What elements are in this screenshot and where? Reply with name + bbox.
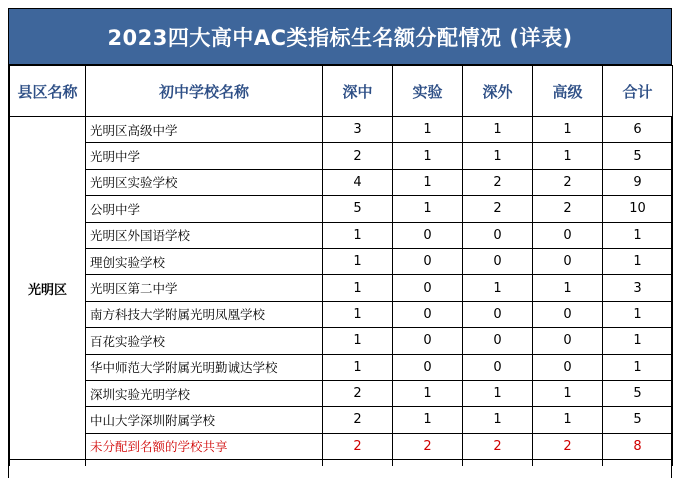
shenzhong-cell: 3 <box>323 117 393 143</box>
shenzhong-cell: 2 <box>323 407 393 433</box>
table-row <box>10 328 673 354</box>
empty-cell <box>10 460 86 466</box>
table-row <box>10 143 673 169</box>
empty-cell <box>86 460 323 466</box>
total-cell: 1 <box>603 222 673 248</box>
shared-school-cell: 未分配到名额的学校共享 <box>86 433 323 459</box>
shenwai-cell: 1 <box>463 407 533 433</box>
gaoji-cell: 0 <box>533 328 603 354</box>
table-row <box>10 248 673 274</box>
shared-shiyan-cell: 2 <box>393 433 463 459</box>
shenwai-cell: 0 <box>463 248 533 274</box>
shenzhong-cell: 1 <box>323 275 393 301</box>
total-cell: 5 <box>603 380 673 406</box>
table-row <box>10 117 673 143</box>
quota-table <box>9 65 673 466</box>
empty-cell <box>533 460 603 466</box>
school-name-cell: 百花实验学校 <box>86 328 323 354</box>
school-name-cell: 深圳实验光明学校 <box>86 380 323 406</box>
shenwai-cell: 0 <box>463 222 533 248</box>
shiyan-cell: 1 <box>393 143 463 169</box>
gaoji-cell: 0 <box>533 248 603 274</box>
school-name-cell: 光明区高级中学 <box>86 117 323 143</box>
shenwai-cell: 0 <box>463 301 533 327</box>
shenzhong-cell: 1 <box>323 354 393 380</box>
quota-sheet <box>8 8 672 478</box>
total-cell: 3 <box>603 275 673 301</box>
shenzhong-cell: 2 <box>323 380 393 406</box>
gaoji-cell: 1 <box>533 407 603 433</box>
shiyan-cell: 0 <box>393 301 463 327</box>
total-cell: 5 <box>603 143 673 169</box>
table-row <box>10 354 673 380</box>
school-name-cell: 华中师范大学附属光明勤诚达学校 <box>86 354 323 380</box>
gaoji-cell: 1 <box>533 143 603 169</box>
shenwai-cell: 2 <box>463 196 533 222</box>
school-name-cell: 光明区第二中学 <box>86 275 323 301</box>
gaoji-cell: 1 <box>533 275 603 301</box>
shenwai-cell: 1 <box>463 117 533 143</box>
school-name-cell: 中山大学深圳附属学校 <box>86 407 323 433</box>
total-cell: 1 <box>603 248 673 274</box>
shared-gaoji-cell: 2 <box>533 433 603 459</box>
gaoji-cell: 0 <box>533 354 603 380</box>
header-shiyan: 实验 <box>393 66 463 117</box>
total-cell: 10 <box>603 196 673 222</box>
table-row <box>10 275 673 301</box>
shiyan-cell: 1 <box>393 407 463 433</box>
district-cell: 光明区 <box>10 117 86 460</box>
gaoji-cell: 2 <box>533 196 603 222</box>
header-row <box>10 66 673 117</box>
total-cell: 6 <box>603 117 673 143</box>
shiyan-cell: 0 <box>393 222 463 248</box>
shiyan-cell: 0 <box>393 275 463 301</box>
shiyan-cell: 0 <box>393 328 463 354</box>
gaoji-cell: 2 <box>533 169 603 195</box>
total-cell: 5 <box>603 407 673 433</box>
shenwai-cell: 2 <box>463 169 533 195</box>
gaoji-cell: 0 <box>533 222 603 248</box>
total-cell: 9 <box>603 169 673 195</box>
shenzhong-cell: 4 <box>323 169 393 195</box>
empty-cell <box>463 460 533 466</box>
shared-shenzhong-cell: 2 <box>323 433 393 459</box>
header-gaoji: 高级 <box>533 66 603 117</box>
shiyan-cell: 1 <box>393 380 463 406</box>
school-name-cell: 公明中学 <box>86 196 323 222</box>
school-name-cell: 理创实验学校 <box>86 248 323 274</box>
table-row <box>10 380 673 406</box>
total-cell: 1 <box>603 354 673 380</box>
empty-cell <box>393 460 463 466</box>
header-shenwai: 深外 <box>463 66 533 117</box>
school-name-cell: 光明区外国语学校 <box>86 222 323 248</box>
empty-cell <box>603 460 673 466</box>
table-row <box>10 407 673 433</box>
shenzhong-cell: 1 <box>323 328 393 354</box>
total-cell: 1 <box>603 328 673 354</box>
table-row <box>10 301 673 327</box>
shiyan-cell: 0 <box>393 354 463 380</box>
shiyan-cell: 0 <box>393 248 463 274</box>
shenwai-cell: 0 <box>463 354 533 380</box>
gaoji-cell: 1 <box>533 117 603 143</box>
header-school: 初中学校名称 <box>86 66 323 117</box>
shenzhong-cell: 1 <box>323 248 393 274</box>
shenwai-cell: 1 <box>463 275 533 301</box>
shiyan-cell: 1 <box>393 117 463 143</box>
shenwai-cell: 1 <box>463 380 533 406</box>
shared-total-cell: 8 <box>603 433 673 459</box>
shenzhong-cell: 1 <box>323 301 393 327</box>
table-row <box>10 196 673 222</box>
school-name-cell: 南方科技大学附属光明凤凰学校 <box>86 301 323 327</box>
header-total: 合计 <box>603 66 673 117</box>
shenzhong-cell: 2 <box>323 143 393 169</box>
next-row-edge <box>10 460 673 466</box>
total-cell: 1 <box>603 301 673 327</box>
shenzhong-cell: 5 <box>323 196 393 222</box>
gaoji-cell: 0 <box>533 301 603 327</box>
shenzhong-cell: 1 <box>323 222 393 248</box>
shenwai-cell: 1 <box>463 143 533 169</box>
school-name-cell: 光明区实验学校 <box>86 169 323 195</box>
shiyan-cell: 1 <box>393 196 463 222</box>
table-row <box>10 222 673 248</box>
sheet-title: 2023四大高中AC类指标生名额分配情况 (详表) <box>9 8 671 65</box>
table-row <box>10 169 673 195</box>
shiyan-cell: 1 <box>393 169 463 195</box>
gaoji-cell: 1 <box>533 380 603 406</box>
school-name-cell: 光明中学 <box>86 143 323 169</box>
empty-cell <box>323 460 393 466</box>
shared-shenwai-cell: 2 <box>463 433 533 459</box>
header-shenzhong: 深中 <box>323 66 393 117</box>
table-body <box>10 117 673 466</box>
shenwai-cell: 0 <box>463 328 533 354</box>
header-district: 县区名称 <box>10 66 86 117</box>
shared-quota-row <box>10 433 673 459</box>
